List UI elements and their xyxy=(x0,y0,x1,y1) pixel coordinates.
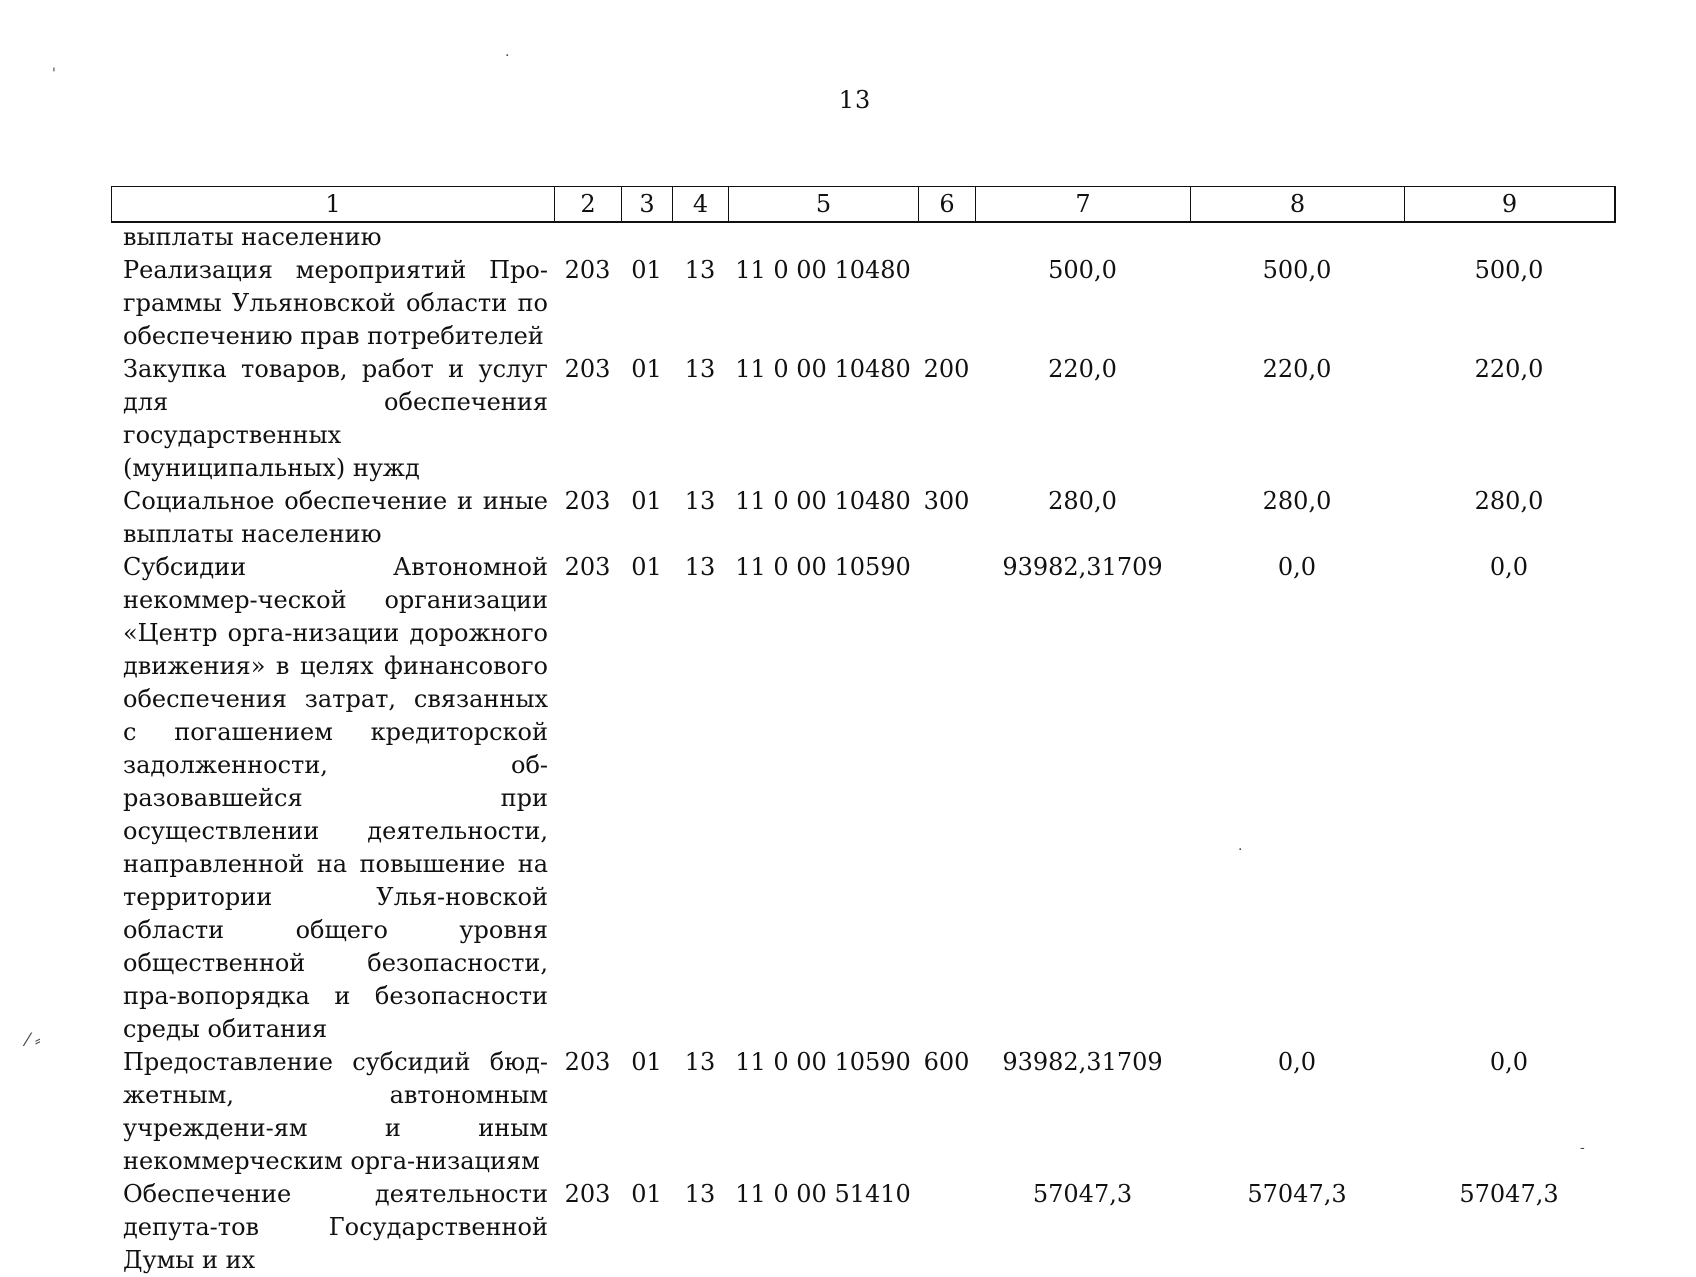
cell-code-6: 300 xyxy=(923,487,970,515)
cell-code-5: 11 0 00 51410 xyxy=(735,1180,911,1208)
cell-code-4: 13 xyxy=(684,355,716,383)
scan-speck: . xyxy=(505,44,510,60)
scan-speck: ' xyxy=(52,66,56,82)
cell-code-3: 01 xyxy=(631,256,662,284)
cell-code-6: 200 xyxy=(923,355,970,383)
scan-speck: . xyxy=(1238,838,1243,854)
cell-amount-8: 280,0 xyxy=(1262,487,1332,515)
cell-code-3: 01 xyxy=(631,487,662,515)
row-description: Субсидии Автономной некоммер-ческой организации «Центр орга-низации дорожного движения» в целях финансового обеспечения затрат, связанных с погашением кредиторской задолженности, об-разовавшейся при осуществлении деятельности, направленной на повышение на территории Улья-новской области общего уровня общественной безопасности, пра-вопорядка и безопасности среды обитания xyxy=(123,553,548,1043)
cell-code-6 xyxy=(918,1178,975,1277)
cell-amount-7: 500,0 xyxy=(1048,256,1117,284)
cell-code-6 xyxy=(918,551,975,1046)
cell-amount-9: 57047,3 xyxy=(1459,1180,1559,1208)
cell-code-6 xyxy=(918,254,975,353)
cell-amount-8: 220,0 xyxy=(1262,355,1332,383)
column-number: 5 xyxy=(729,187,919,222)
row-description: выплаты населению xyxy=(123,223,382,251)
column-number: 6 xyxy=(919,187,976,222)
cell-code-5: 11 0 00 10590 xyxy=(735,1048,911,1076)
cell-amount-9: 220,0 xyxy=(1474,355,1544,383)
column-number: 7 xyxy=(976,187,1191,222)
cell-code-4: 13 xyxy=(684,553,716,581)
cell-code-5: 11 0 00 10480 xyxy=(735,256,911,284)
cell-code-2: 203 xyxy=(564,355,611,383)
row-description: Предоставление субсидий бюд-жетным, автономным учреждени-ям и иным некоммерческим орга-низациям xyxy=(123,1048,548,1175)
cell-code-3: 01 xyxy=(631,1180,662,1208)
column-number: 2 xyxy=(555,187,622,222)
cell-code-5: 11 0 00 10480 xyxy=(735,487,911,515)
cell-code-3: 01 xyxy=(631,553,662,581)
cell-code-4: 13 xyxy=(684,1048,716,1076)
budget-table xyxy=(111,221,1614,1277)
cell-amount-9: 0,0 xyxy=(1489,1048,1529,1076)
cell-code-5: 11 0 00 10590 xyxy=(735,553,911,581)
table-row xyxy=(111,353,1614,485)
cell-code-4: 13 xyxy=(684,487,716,515)
cell-code-2: 203 xyxy=(564,1180,611,1208)
cell-code-2: 203 xyxy=(564,256,611,284)
table-row xyxy=(111,254,1614,353)
cell-code-2: 203 xyxy=(564,487,611,515)
row-description: Обеспечение деятельности депута-тов Государственной Думы и их xyxy=(123,1180,548,1274)
table-row xyxy=(111,1046,1614,1178)
cell-code-4: 13 xyxy=(684,256,716,284)
cell-amount-7: 93982,31709 xyxy=(1002,553,1163,581)
cell-amount-7: 93982,31709 xyxy=(1002,1048,1163,1076)
cell-code-4: 13 xyxy=(684,1180,716,1208)
cell-code-5: 11 0 00 10480 xyxy=(735,355,911,383)
column-header-table xyxy=(111,186,1615,222)
row-description: Социальное обеспечение и иные выплаты населению xyxy=(123,487,548,548)
cell-amount-7: 280,0 xyxy=(1048,487,1117,515)
page-number: 13 xyxy=(838,86,872,114)
column-number: 3 xyxy=(622,187,673,222)
cell-code-3: 01 xyxy=(631,355,662,383)
column-number: 4 xyxy=(673,187,729,222)
column-number: 1 xyxy=(112,187,555,222)
table-row-continuation xyxy=(111,221,1614,254)
column-number: 8 xyxy=(1191,187,1405,222)
cell-amount-7: 220,0 xyxy=(1048,355,1117,383)
cell-amount-9: 500,0 xyxy=(1474,256,1544,284)
cell-amount-8: 0,0 xyxy=(1277,1048,1317,1076)
scan-speck: ⁄ ⸗ xyxy=(26,1030,41,1051)
cell-code-2: 203 xyxy=(564,1048,611,1076)
cell-amount-8: 500,0 xyxy=(1262,256,1332,284)
row-description: Реализация мероприятий Про-граммы Ульяновской области по обеспечению прав потребителей xyxy=(123,256,548,350)
cell-amount-8: 57047,3 xyxy=(1247,1180,1347,1208)
cell-amount-7: 57047,3 xyxy=(1032,1180,1133,1208)
column-number: 9 xyxy=(1405,187,1615,222)
cell-amount-9: 0,0 xyxy=(1489,553,1529,581)
column-number-row xyxy=(112,187,1615,222)
cell-amount-8: 0,0 xyxy=(1277,553,1317,581)
cell-code-6: 600 xyxy=(923,1048,970,1076)
scan-speck: - xyxy=(1580,1140,1585,1156)
table-row xyxy=(111,1178,1614,1277)
table-row xyxy=(111,551,1614,1046)
cell-amount-9: 280,0 xyxy=(1474,487,1544,515)
row-description: Закупка товаров, работ и услуг для обеспечения государственных (муниципальных) нужд xyxy=(123,355,548,482)
cell-code-3: 01 xyxy=(631,1048,662,1076)
cell-code-2: 203 xyxy=(564,553,611,581)
table-row xyxy=(111,485,1614,551)
